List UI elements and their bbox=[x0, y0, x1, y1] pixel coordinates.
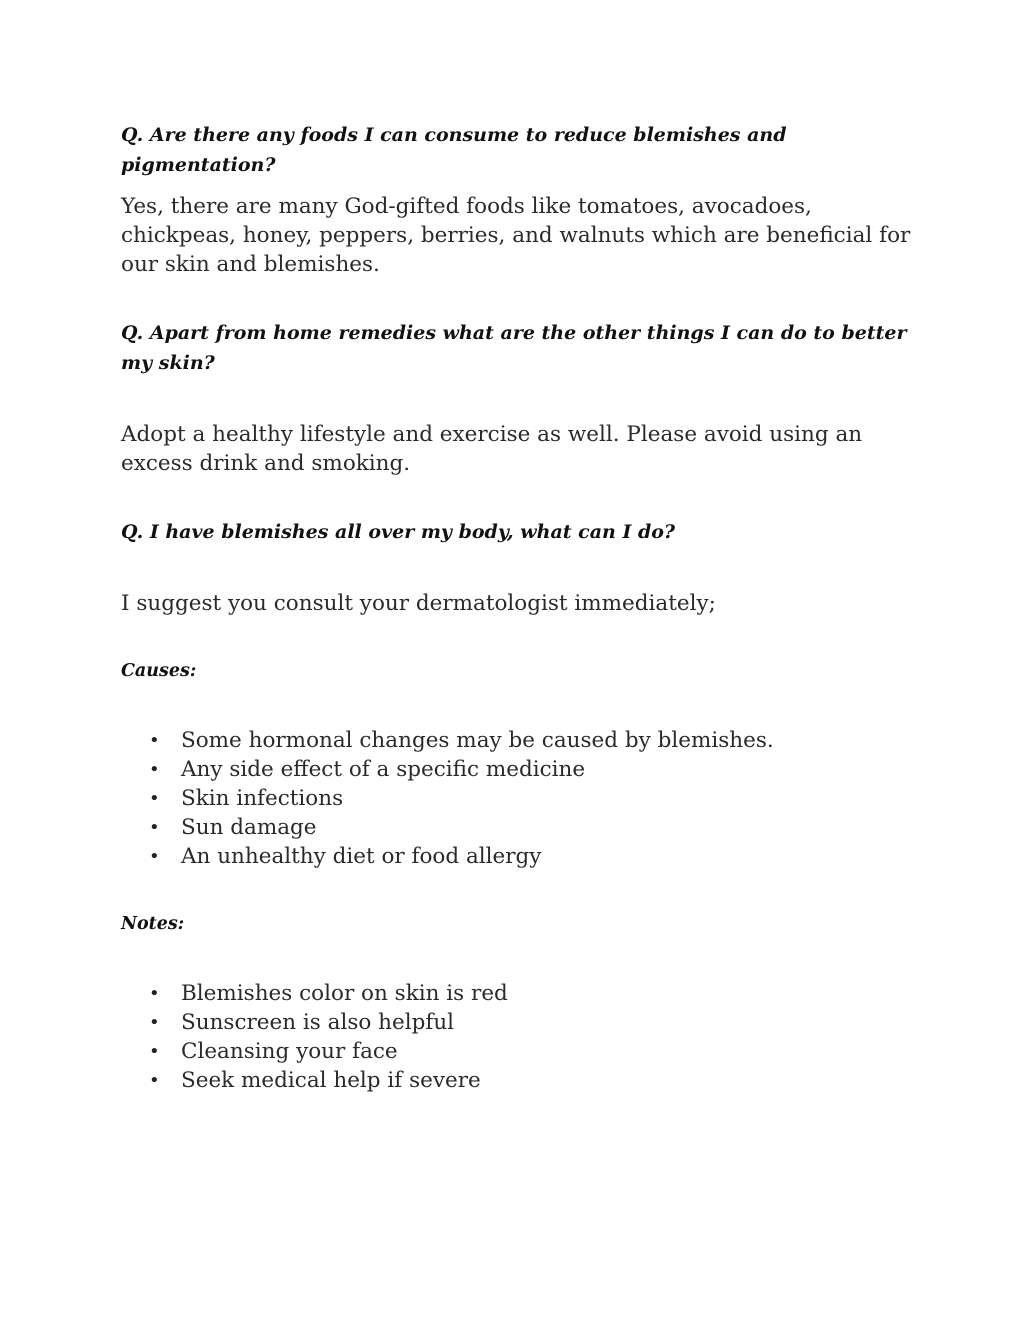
list-item bbox=[0, 979, 508, 1008]
faq-question-2: Q. Apart from home remedies what are the other things I can do to better my skin? bbox=[121, 322, 907, 374]
list-item bbox=[0, 784, 774, 813]
list-item bbox=[0, 813, 774, 842]
faq-question-1: Q. Are there any foods I can consume to reduce blemishes and pigmentation? bbox=[121, 124, 787, 176]
list-item bbox=[0, 755, 774, 784]
list-item bbox=[0, 726, 774, 755]
list-item bbox=[0, 842, 774, 871]
bullet-icon: • bbox=[149, 1070, 160, 1091]
causes-list bbox=[0, 726, 774, 871]
notes-list bbox=[0, 979, 508, 1095]
notes-heading: Notes: bbox=[121, 914, 185, 934]
bullet-icon: • bbox=[149, 759, 160, 780]
faq-answer-2: Adopt a healthy lifestyle and exercise as well. Please avoid using an excess drink and smoking. bbox=[121, 422, 863, 476]
list-item bbox=[0, 1037, 508, 1066]
list-item-text: Sunscreen is also helpful bbox=[181, 1010, 455, 1035]
list-item-text: Any side effect of a specific medicine bbox=[181, 757, 586, 782]
list-item-text: Skin infections bbox=[181, 786, 344, 811]
faq-answer-1: Yes, there are many God-gifted foods like tomatoes, avocadoes, chickpeas, honey, peppers, berries, and walnuts which are beneficial for our skin and blemishes. bbox=[121, 194, 911, 277]
list-item-text: Some hormonal changes may be caused by blemishes. bbox=[181, 728, 774, 753]
list-item bbox=[0, 1066, 508, 1095]
list-item-text: An unhealthy diet or food allergy bbox=[181, 844, 542, 869]
list-item-text: Cleansing your face bbox=[181, 1039, 398, 1064]
list-item-text: Blemishes color on skin is red bbox=[181, 981, 508, 1006]
list-item-text: Seek medical help if severe bbox=[181, 1068, 481, 1093]
bullet-icon: • bbox=[149, 1012, 160, 1033]
bullet-icon: • bbox=[149, 846, 160, 867]
list-item bbox=[0, 1008, 508, 1037]
bullet-icon: • bbox=[149, 730, 160, 751]
list-item-text: Sun damage bbox=[181, 815, 317, 840]
faq-answer-3: I suggest you consult your dermatologist immediately; bbox=[121, 591, 716, 616]
bullet-icon: • bbox=[149, 788, 160, 809]
bullet-icon: • bbox=[149, 817, 160, 838]
faq-question-3: Q. I have blemishes all over my body, what can I do? bbox=[121, 521, 676, 543]
bullet-icon: • bbox=[149, 1041, 160, 1062]
bullet-icon: • bbox=[149, 983, 160, 1004]
causes-heading: Causes: bbox=[121, 661, 197, 681]
